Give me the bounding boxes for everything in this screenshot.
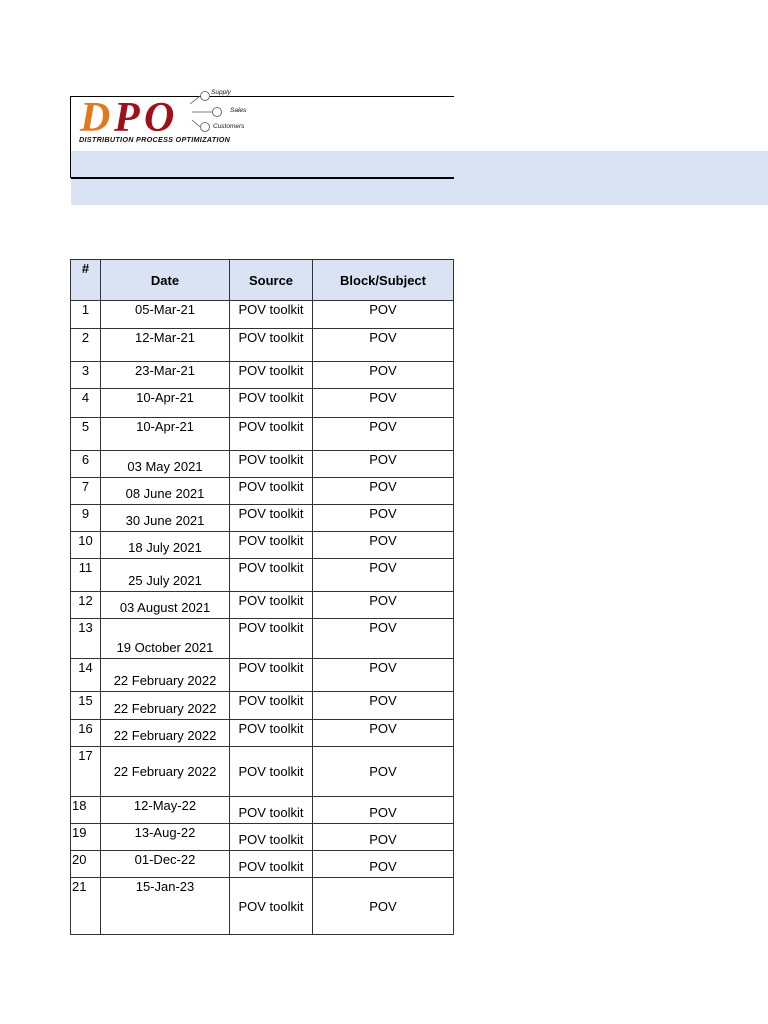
row-block: POV <box>313 362 454 389</box>
table-row <box>71 851 454 878</box>
row-date: 18 July 2021 <box>101 532 230 559</box>
row-block: POV <box>313 418 454 451</box>
row-number: 6 <box>71 451 101 478</box>
table-row <box>71 478 454 505</box>
row-date: 03 August 2021 <box>101 592 230 619</box>
logo-letter-d: D <box>80 95 111 141</box>
row-date: 08 June 2021 <box>101 478 230 505</box>
table-row <box>71 878 454 935</box>
row-block: POV <box>313 451 454 478</box>
row-number: 12 <box>71 592 101 619</box>
table-row <box>71 329 454 362</box>
row-source: POV toolkit <box>230 720 313 747</box>
row-source: POV toolkit <box>230 418 313 451</box>
row-block: POV <box>313 559 454 592</box>
logo-tag-customers: Customers <box>213 123 245 130</box>
row-number: 4 <box>71 389 101 418</box>
row-number: 20 <box>71 851 101 878</box>
row-source: POV toolkit <box>230 559 313 592</box>
row-number: 9 <box>71 505 101 532</box>
row-block: POV <box>313 747 454 797</box>
row-date: 01-Dec-22 <box>101 851 230 878</box>
row-number: 18 <box>71 797 101 824</box>
row-source: POV toolkit <box>230 505 313 532</box>
row-block: POV <box>313 329 454 362</box>
row-source: POV toolkit <box>230 692 313 720</box>
row-block: POV <box>313 692 454 720</box>
row-number: 11 <box>71 559 101 592</box>
table-header-row <box>71 260 454 301</box>
table-row <box>71 532 454 559</box>
row-date: 10-Apr-21 <box>101 389 230 418</box>
table-row <box>71 692 454 720</box>
row-block: POV <box>313 878 454 935</box>
row-date: 22 February 2022 <box>101 659 230 692</box>
table-row <box>71 659 454 692</box>
header-num: # <box>71 260 101 301</box>
row-source: POV toolkit <box>230 362 313 389</box>
row-date: 22 February 2022 <box>101 720 230 747</box>
row-number: 16 <box>71 720 101 747</box>
row-date: 13-Aug-22 <box>101 824 230 851</box>
row-source: POV toolkit <box>230 451 313 478</box>
row-block: POV <box>313 592 454 619</box>
row-block: POV <box>313 797 454 824</box>
row-source: POV toolkit <box>230 389 313 418</box>
row-source: POV toolkit <box>230 478 313 505</box>
header-divider <box>71 178 454 179</box>
row-source: POV toolkit <box>230 747 313 797</box>
row-date: 05-Mar-21 <box>101 301 230 329</box>
row-source: POV toolkit <box>230 878 313 935</box>
row-number: 5 <box>71 418 101 451</box>
row-date: 19 October 2021 <box>101 619 230 659</box>
row-block: POV <box>313 720 454 747</box>
logo-tag-sales: Sales <box>230 107 247 114</box>
row-block: POV <box>313 301 454 329</box>
table-row <box>71 619 454 659</box>
row-number: 14 <box>71 659 101 692</box>
table-row <box>71 559 454 592</box>
row-source: POV toolkit <box>230 329 313 362</box>
table-row <box>71 301 454 329</box>
table-row <box>71 592 454 619</box>
row-number: 7 <box>71 478 101 505</box>
row-block: POV <box>313 824 454 851</box>
header-source: Source <box>230 260 313 301</box>
row-block: POV <box>313 851 454 878</box>
row-block: POV <box>313 505 454 532</box>
table-row <box>71 824 454 851</box>
row-date: 10-Apr-21 <box>101 418 230 451</box>
row-date: 25 July 2021 <box>101 559 230 592</box>
row-date: 30 June 2021 <box>101 505 230 532</box>
row-number: 3 <box>71 362 101 389</box>
row-number: 10 <box>71 532 101 559</box>
row-block: POV <box>313 659 454 692</box>
header-date: Date <box>101 260 230 301</box>
table-row <box>71 747 454 797</box>
row-source: POV toolkit <box>230 824 313 851</box>
row-number: 1 <box>71 301 101 329</box>
row-source: POV toolkit <box>230 619 313 659</box>
row-number: 21 <box>71 878 101 935</box>
logo-subtitle: DISTRIBUTION PROCESS OPTIMIZATION <box>79 135 231 144</box>
row-source: POV toolkit <box>230 532 313 559</box>
table-row <box>71 389 454 418</box>
row-block: POV <box>313 389 454 418</box>
logo-letter-p: P <box>114 95 140 141</box>
table-row <box>71 797 454 824</box>
logo-tag-supply: Supply <box>211 89 231 96</box>
row-source: POV toolkit <box>230 301 313 329</box>
row-source: POV toolkit <box>230 592 313 619</box>
row-date: 23-Mar-21 <box>101 362 230 389</box>
row-source: POV toolkit <box>230 851 313 878</box>
row-date: 03 May 2021 <box>101 451 230 478</box>
table-row <box>71 451 454 478</box>
row-number: 17 <box>71 747 101 797</box>
table-row <box>71 362 454 389</box>
row-number: 15 <box>71 692 101 720</box>
row-source: POV toolkit <box>230 659 313 692</box>
row-date: 12-Mar-21 <box>101 329 230 362</box>
row-source: POV toolkit <box>230 797 313 824</box>
row-number: 13 <box>71 619 101 659</box>
row-date: 22 February 2022 <box>101 747 230 797</box>
schedule-table <box>70 259 454 935</box>
row-block: POV <box>313 478 454 505</box>
row-block: POV <box>313 619 454 659</box>
table-row <box>71 720 454 747</box>
logo-letter-o: O <box>144 95 175 141</box>
row-date: 22 February 2022 <box>101 692 230 720</box>
row-block: POV <box>313 532 454 559</box>
table-row <box>71 505 454 532</box>
row-date: 12-May-22 <box>101 797 230 824</box>
row-number: 19 <box>71 824 101 851</box>
header-block: Block/Subject <box>313 260 454 301</box>
row-date: 15-Jan-23 <box>101 878 230 935</box>
table-row <box>71 418 454 451</box>
row-number: 2 <box>71 329 101 362</box>
